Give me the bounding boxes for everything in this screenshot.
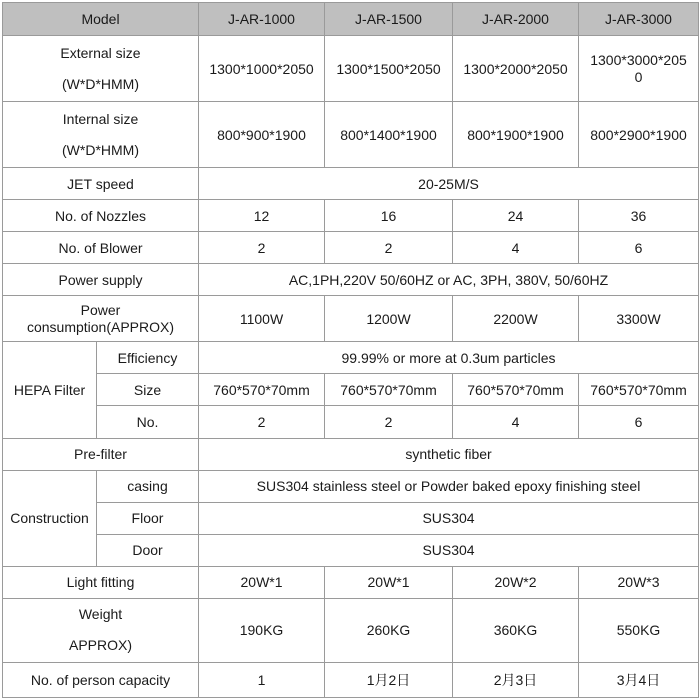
- spec-table: [2, 2, 699, 698]
- person-capacity-label: No. of person capacity: [3, 662, 199, 697]
- blower-label: No. of Blower: [3, 232, 199, 264]
- construction-casing-label: casing: [97, 470, 199, 502]
- construction-casing-value: SUS304 stainless steel or Powder baked epoxy finishing steel: [199, 470, 699, 502]
- nozzles-value: 36: [579, 200, 699, 232]
- hepa-no-value: 2: [325, 406, 453, 438]
- weight-value: 360KG: [453, 598, 579, 662]
- blower-value: 2: [325, 232, 453, 264]
- external-size-value: 1300*2000*2050: [453, 36, 579, 102]
- light-fitting-value: 20W*2: [453, 566, 579, 598]
- person-capacity-value: 1月2日: [325, 662, 453, 697]
- hepa-efficiency-label: Efficiency: [97, 342, 199, 374]
- power-consumption-label-line1: Power: [80, 301, 121, 318]
- construction-floor-value: SUS304: [199, 502, 699, 534]
- light-fitting-value: 20W*1: [199, 566, 325, 598]
- construction-door-row: [3, 534, 699, 566]
- hepa-no-row: [3, 406, 699, 438]
- construction-door-value: SUS304: [199, 534, 699, 566]
- power-supply-value: AC,1PH,220V 50/60HZ or AC, 3PH, 380V, 50/60HZ: [199, 264, 699, 296]
- internal-size-label-line2: (W*D*HMM): [62, 141, 139, 158]
- external-size-value: [579, 36, 699, 102]
- prefilter-value: synthetic fiber: [199, 438, 699, 470]
- internal-size-value: 800*1400*1900: [325, 102, 453, 168]
- weight-value: 190KG: [199, 598, 325, 662]
- model-1-header: J-AR-1000: [199, 3, 325, 36]
- hepa-filter-label: HEPA Filter: [3, 342, 97, 438]
- light-fitting-label: Light fitting: [3, 566, 199, 598]
- prefilter-label: Pre-filter: [3, 438, 199, 470]
- internal-size-value: 800*1900*1900: [453, 102, 579, 168]
- nozzles-value: 12: [199, 200, 325, 232]
- nozzles-value: 24: [453, 200, 579, 232]
- person-capacity-value: 3月4日: [579, 662, 699, 697]
- hepa-no-value: 4: [453, 406, 579, 438]
- construction-label: Construction: [3, 470, 97, 566]
- nozzles-value: 16: [325, 200, 453, 232]
- construction-floor-label: Floor: [97, 502, 199, 534]
- person-capacity-value: 1: [199, 662, 325, 697]
- hepa-efficiency-value: 99.99% or more at 0.3um particles: [199, 342, 699, 374]
- construction-casing-row: [3, 470, 699, 502]
- hepa-size-value: 760*570*70mm: [199, 374, 325, 406]
- person-capacity-row: [3, 662, 699, 697]
- nozzles-label: No. of Nozzles: [3, 200, 199, 232]
- model-2-header: J-AR-1500: [325, 3, 453, 36]
- light-fitting-value: 20W*1: [325, 566, 453, 598]
- hepa-efficiency-row: [3, 342, 699, 374]
- blower-row: [3, 232, 699, 264]
- external-size-label-line1: External size: [60, 44, 141, 61]
- light-fitting-value: 20W*3: [579, 566, 699, 598]
- power-consumption-value: 1100W: [199, 296, 325, 342]
- power-consumption-value: 2200W: [453, 296, 579, 342]
- weight-value: 550KG: [579, 598, 699, 662]
- weight-value: 260KG: [325, 598, 453, 662]
- power-consumption-label: [3, 296, 199, 342]
- external-size-value-line2: 0: [634, 68, 643, 85]
- jet-speed-label: JET speed: [3, 168, 199, 200]
- power-supply-row: [3, 264, 699, 296]
- model-4-header: J-AR-3000: [579, 3, 699, 36]
- power-consumption-value: 1200W: [325, 296, 453, 342]
- external-size-label: [3, 36, 199, 102]
- construction-door-label: Door: [97, 534, 199, 566]
- weight-label-line2: APPROX): [69, 637, 133, 654]
- internal-size-label-line1: Internal size: [62, 110, 139, 127]
- power-supply-label: Power supply: [3, 264, 199, 296]
- power-consumption-value: 3300W: [579, 296, 699, 342]
- internal-size-label: [3, 102, 199, 168]
- prefilter-row: [3, 438, 699, 470]
- internal-size-row: [3, 102, 699, 168]
- person-capacity-value: 2月3日: [453, 662, 579, 697]
- jet-speed-value: 20-25M/S: [199, 168, 699, 200]
- blower-value: 4: [453, 232, 579, 264]
- blower-value: 2: [199, 232, 325, 264]
- model-3-header: J-AR-2000: [453, 3, 579, 36]
- blower-value: 6: [579, 232, 699, 264]
- hepa-size-value: 760*570*70mm: [325, 374, 453, 406]
- construction-floor-row: [3, 502, 699, 534]
- nozzles-row: [3, 200, 699, 232]
- hepa-no-value: 6: [579, 406, 699, 438]
- light-fitting-row: [3, 566, 699, 598]
- internal-size-value: 800*2900*1900: [579, 102, 699, 168]
- hepa-no-value: 2: [199, 406, 325, 438]
- power-consumption-label-line2: consumption(APPROX): [26, 318, 175, 335]
- hepa-size-value: 760*570*70mm: [579, 374, 699, 406]
- external-size-row: [3, 36, 699, 102]
- external-size-label-line2: (W*D*HMM): [62, 75, 139, 92]
- power-consumption-row: [3, 296, 699, 342]
- internal-size-value: 800*900*1900: [199, 102, 325, 168]
- external-size-value: 1300*1500*2050: [325, 36, 453, 102]
- header-row: [3, 3, 699, 36]
- weight-row: [3, 598, 699, 662]
- weight-label: [3, 598, 199, 662]
- hepa-no-label: No.: [97, 406, 199, 438]
- hepa-size-row: [3, 374, 699, 406]
- jet-speed-row: [3, 168, 699, 200]
- external-size-value: 1300*1000*2050: [199, 36, 325, 102]
- weight-label-line1: Weight: [78, 606, 123, 623]
- external-size-value-line1: 1300*3000*205: [590, 51, 687, 68]
- hepa-size-label: Size: [97, 374, 199, 406]
- model-header: Model: [3, 3, 199, 36]
- hepa-size-value: 760*570*70mm: [453, 374, 579, 406]
